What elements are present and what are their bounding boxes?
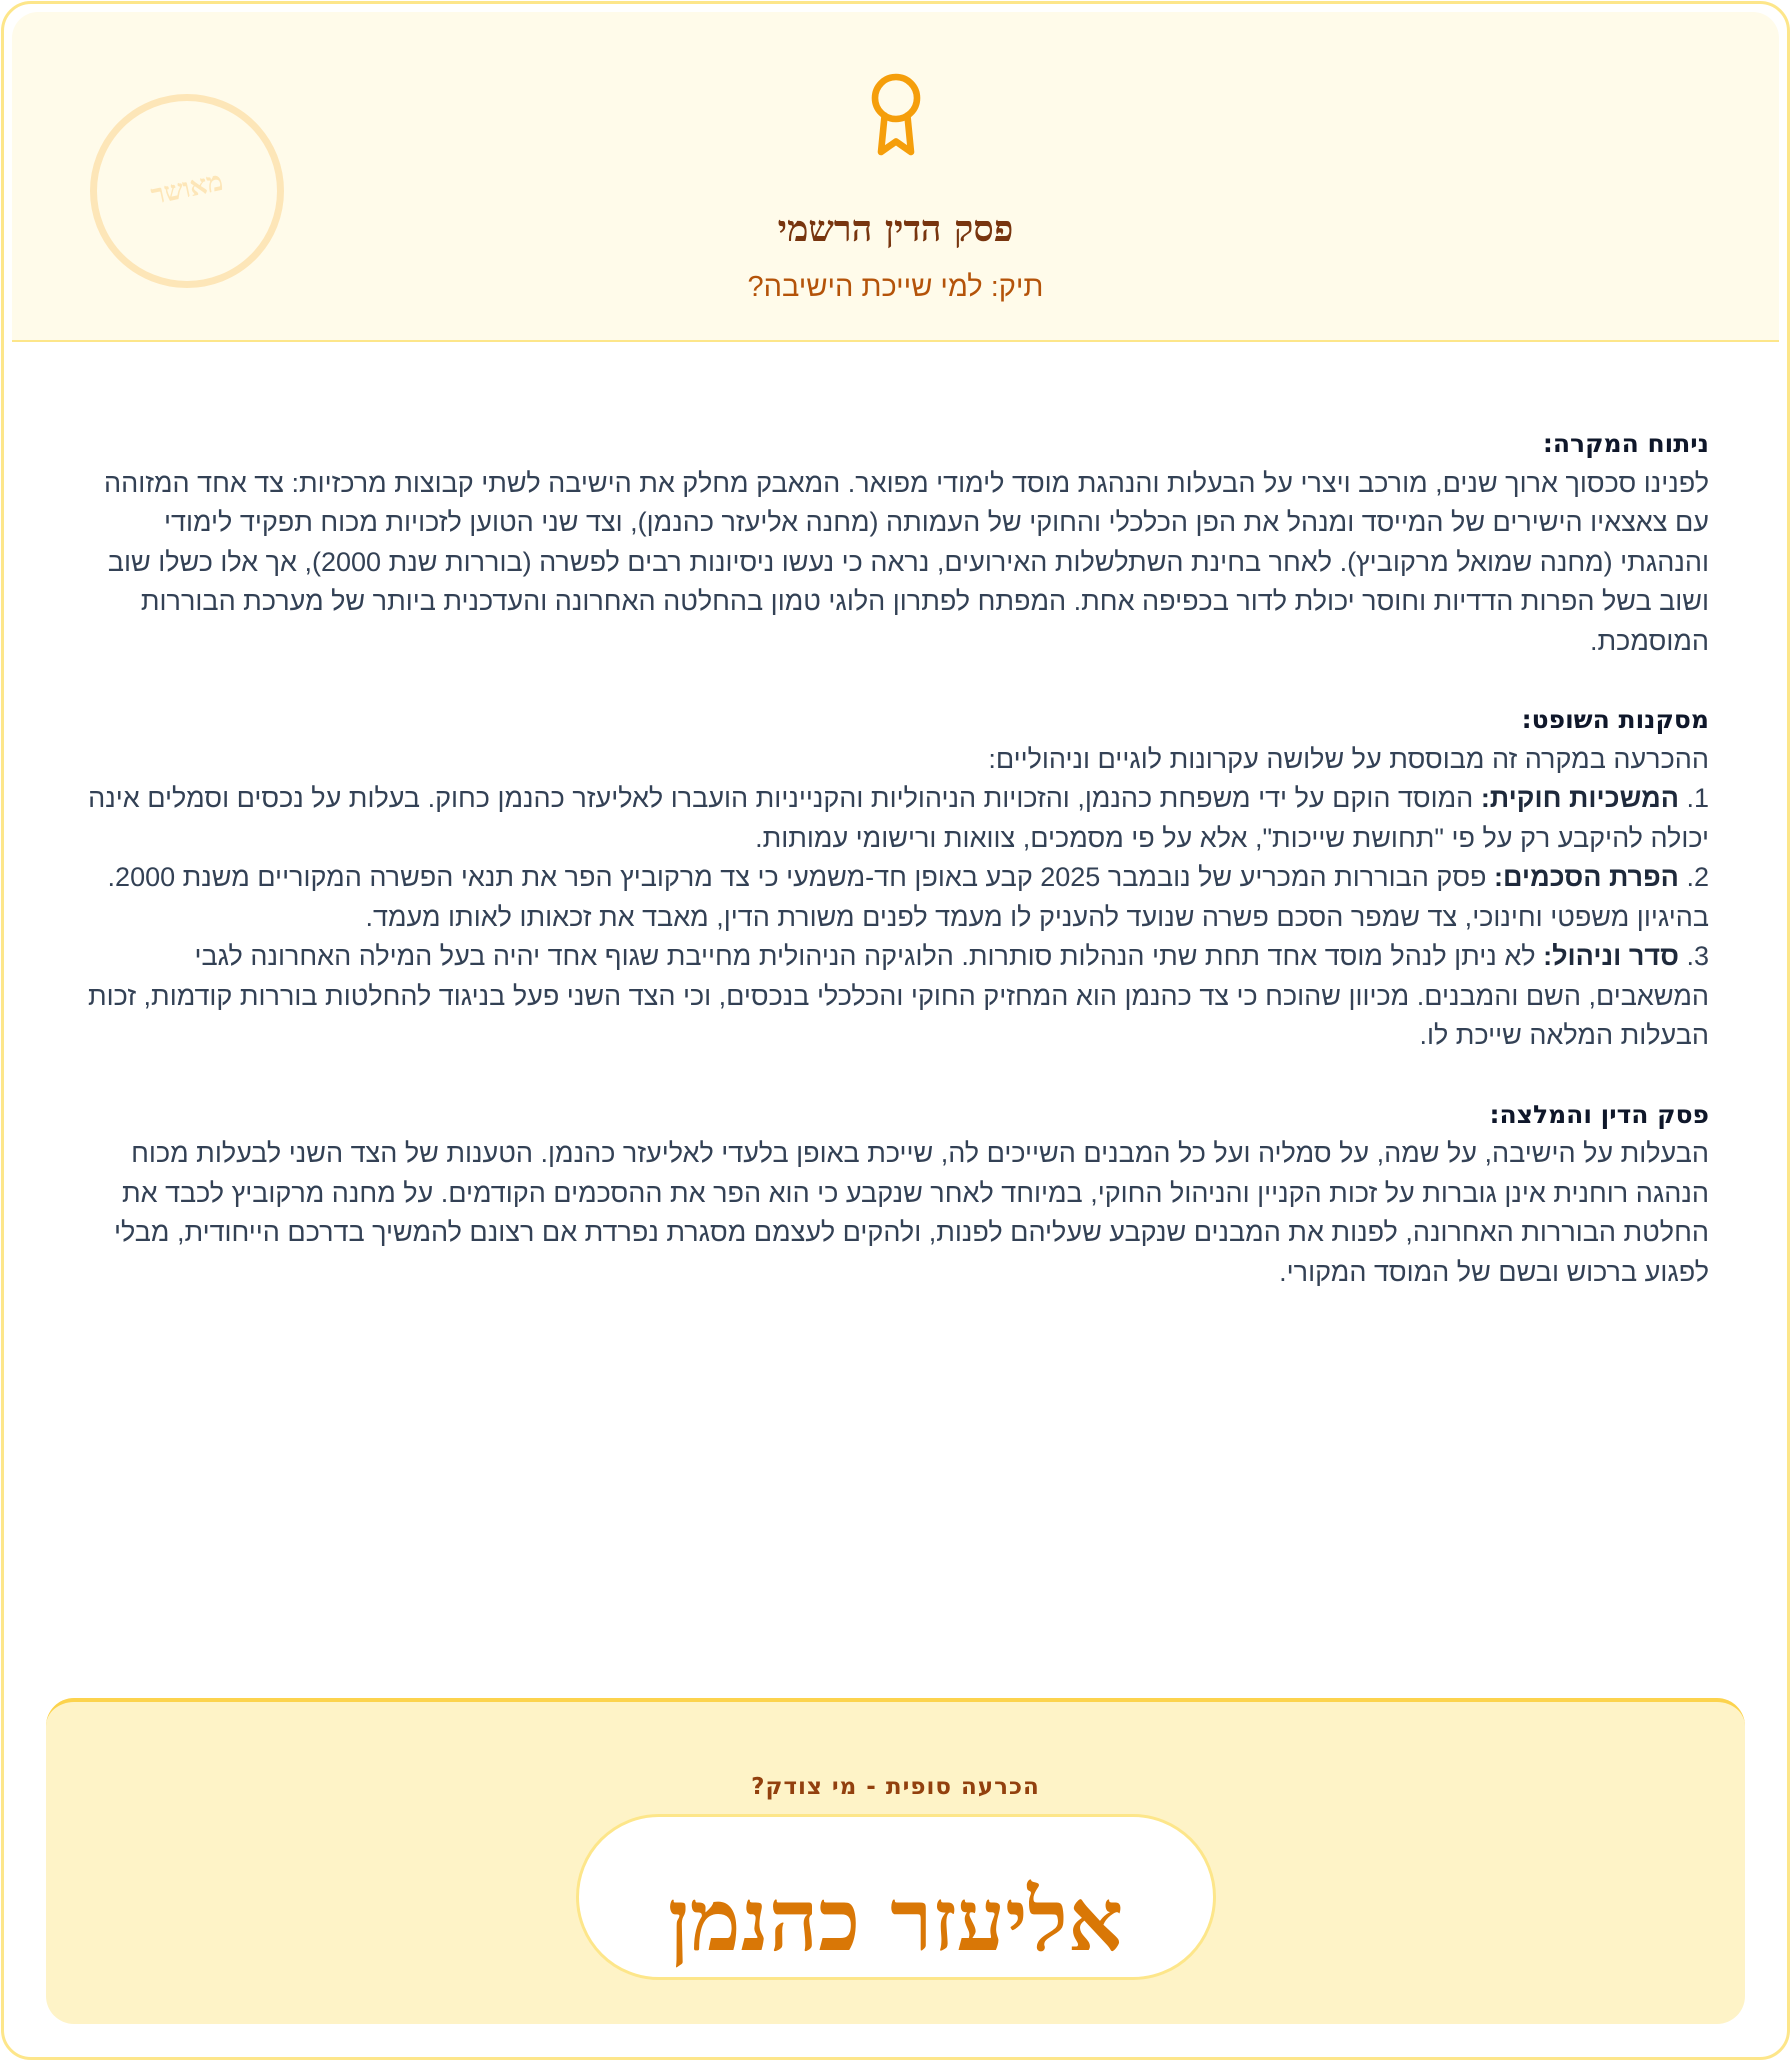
conclusions-heading: מסקנות השופט: [1521, 705, 1709, 734]
case-subtitle: תיק: למי שייכת הישיבה? [747, 271, 1044, 303]
item-text: לא ניתן לנהל מוסד אחד תחת שתי הנהלות סותרות. הלוגיקה הניהולית מחייבת שגוף אחד יהיה בעל המילה האחרונה לגבי המשאבים, השם והמבנים. מכיוון שהוכח כי צד כהנמן הוא המחזיק החוקי והכלכלי בנכסים, וכי הצד השני פעל בניגוד להחלטות בוררות קודמות, זכות הבעלות המלאה שייכת לו. [88, 941, 1709, 1050]
verdict-body [82, 424, 1709, 1331]
item-number: 3. [1686, 941, 1709, 971]
conclusion-item-1 [82, 779, 1709, 858]
item-number: 1. [1686, 783, 1709, 813]
final-verdict-label: הכרעה סופית - מי צודק? [751, 1774, 1040, 1800]
conclusions-intro: ההכרעה במקרה זה מבוססת על שלושה עקרונות לוגיים וניהוליים: [988, 743, 1709, 774]
conclusions-section [82, 700, 1709, 1056]
stamp-text: מאושר [148, 165, 226, 212]
item-title: סדר וניהול: [1543, 941, 1679, 971]
page-title: פסק הדין הרשמי [777, 208, 1014, 250]
final-verdict-box [46, 1698, 1745, 2024]
winner-name: אליעזר כהנמן [667, 1870, 1124, 1971]
conclusion-item-3 [82, 937, 1709, 1056]
item-title: הפרת הסכמים: [1494, 862, 1679, 892]
approved-stamp [90, 94, 284, 288]
item-text: המוסד הוקם על ידי משפחת כהנמן, והזכויות הניהוליות והקנייניות הועברו לאליעזר כהנמן כחוק. בעלות על נכסים וסמלים אינה יכולה להיקבע רק על פי "תחושת שייכות", אלא על פי מסמכים, צוואות ורישומי עמותות. [88, 783, 1709, 853]
item-title: המשכיות חוקית: [1480, 783, 1679, 813]
ruling-text: הבעלות על הישיבה, על שמה, על סמליה ועל כל המבנים השייכים לה, שייכת באופן בלעדי לאליעזר כהנמן. הטענות של הצד השני לבעלות מכוח הנהגה רוחנית אינן גוברות על זכות הקניין והניהול החוקי, במיוחד לאחר שנקבע כי הוא הפר את ההסכמים הקודמים. על מחנה מרקוביץ לכבד את החלטת הבוררות האחרונה, לפנות את המבנים שנקבע שעליהם לפנות, ולהקים לעצמם מסגרת נפרדת אם רצונם להמשיך בדרכם הייחודית, מבלי לפגוע ברכוש ובשם של המוסד המקורי. [113, 1138, 1709, 1287]
ruling-section [82, 1095, 1709, 1293]
award-ribbon-icon [860, 68, 932, 164]
conclusion-item-2 [82, 858, 1709, 937]
item-text: פסק הבוררות המכריע של נובמבר 2025 קבע באופן חד-משמעי כי צד מרקוביץ הפר את תנאי הפשרה המקוריים משנת 2000. בהיגיון משפטי וחינוכי, צד שמפר הסכם פשרה שנועד להעניק לו מעמד לפנים משורת הדין, מאבד את זכאותו לאותו מעמד. [107, 862, 1709, 932]
analysis-section [82, 424, 1709, 661]
ruling-heading: פסק הדין והמלצה: [1489, 1099, 1709, 1129]
analysis-heading: ניתוח המקרה: [1542, 429, 1709, 458]
verdict-header [12, 12, 1779, 342]
verdict-card [1, 1, 1790, 2060]
analysis-text: לפנינו סכסוך ארוך שנים, מורכב ויצרי על הבעלות והנהגת מוסד לימודי מפואר. המאבק מחלק את הישיבה לשתי קבוצות מרכזיות: צד אחד המזוהה עם צאצאיו הישירים של המייסד ומנהל את הפן הכלכלי והחוקי של העמותה (מחנה אליעזר כהנמן), וצד שני הטוען לזכויות מכוח תפקיד לימודי והנהגתי (מחנה שמואל מרקוביץ). לאחר בחינת השתלשלות האירועים, נראה כי נעשו ניסיונות רבים לפשרה (בוררות שנת 2000), אך אלו כשלו שוב ושוב בשל הפרות הדדיות וחוסר יכולת לדור בכפיפה אחת. המפתח לפתרון הלוגי טמון בהחלטה האחרונה והעדכנית ביותר של מערכת הבוררות המוסמכת. [103, 467, 1709, 656]
item-number: 2. [1686, 862, 1709, 892]
